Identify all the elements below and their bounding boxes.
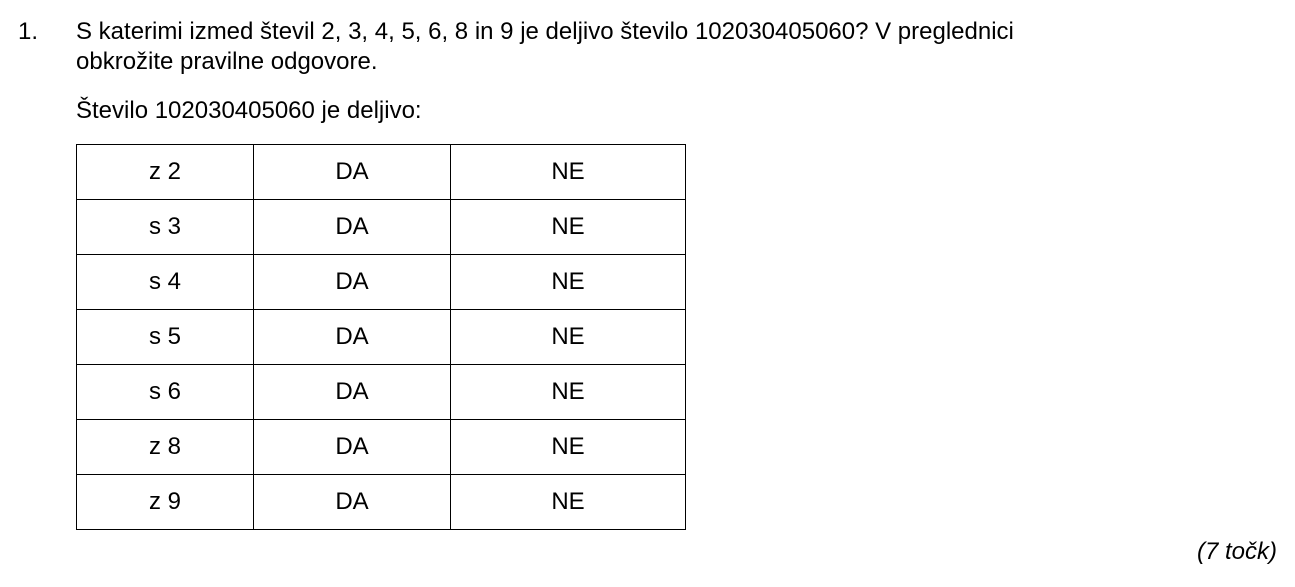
divisor-cell: s 3 [77, 200, 254, 255]
answer-ne-option[interactable]: NE [451, 310, 686, 365]
answer-ne-option[interactable]: NE [451, 420, 686, 475]
answer-ne-option[interactable]: NE [451, 365, 686, 420]
table-row [77, 365, 686, 420]
answer-ne-option[interactable]: NE [451, 255, 686, 310]
answer-table [76, 144, 686, 530]
points-label: (7 točk) [1196, 538, 1277, 565]
answer-da-option[interactable]: DA [254, 310, 451, 365]
question-text-line-1: S katerimi izmed števil 2, 3, 4, 5, 6, 8 in 9 je deljivo število 102030405060? V preglednici [76, 18, 1014, 45]
answer-da-option[interactable]: DA [254, 420, 451, 475]
question-text [76, 17, 1226, 77]
answer-ne-option[interactable]: NE [451, 200, 686, 255]
divisor-cell: s 6 [77, 365, 254, 420]
answer-ne-option[interactable]: NE [451, 475, 686, 530]
divisor-cell: z 2 [77, 145, 254, 200]
answer-ne-option[interactable]: NE [451, 145, 686, 200]
divisor-cell: z 8 [77, 420, 254, 475]
answer-da-option[interactable]: DA [254, 200, 451, 255]
table-row [77, 310, 686, 365]
question-stem: Število 102030405060 je deljivo: [76, 97, 422, 124]
table-row [77, 145, 686, 200]
table-row [77, 255, 686, 310]
table-row [77, 420, 686, 475]
table-row [77, 200, 686, 255]
answer-da-option[interactable]: DA [254, 145, 451, 200]
question-number: 1. [18, 18, 39, 45]
question-text-line-2: obkrožite pravilne odgovore. [76, 48, 378, 75]
divisor-cell: s 4 [77, 255, 254, 310]
table-row [77, 475, 686, 530]
answer-da-option[interactable]: DA [254, 255, 451, 310]
answer-da-option[interactable]: DA [254, 365, 451, 420]
answer-da-option[interactable]: DA [254, 475, 451, 530]
divisor-cell: z 9 [77, 475, 254, 530]
divisor-cell: s 5 [77, 310, 254, 365]
